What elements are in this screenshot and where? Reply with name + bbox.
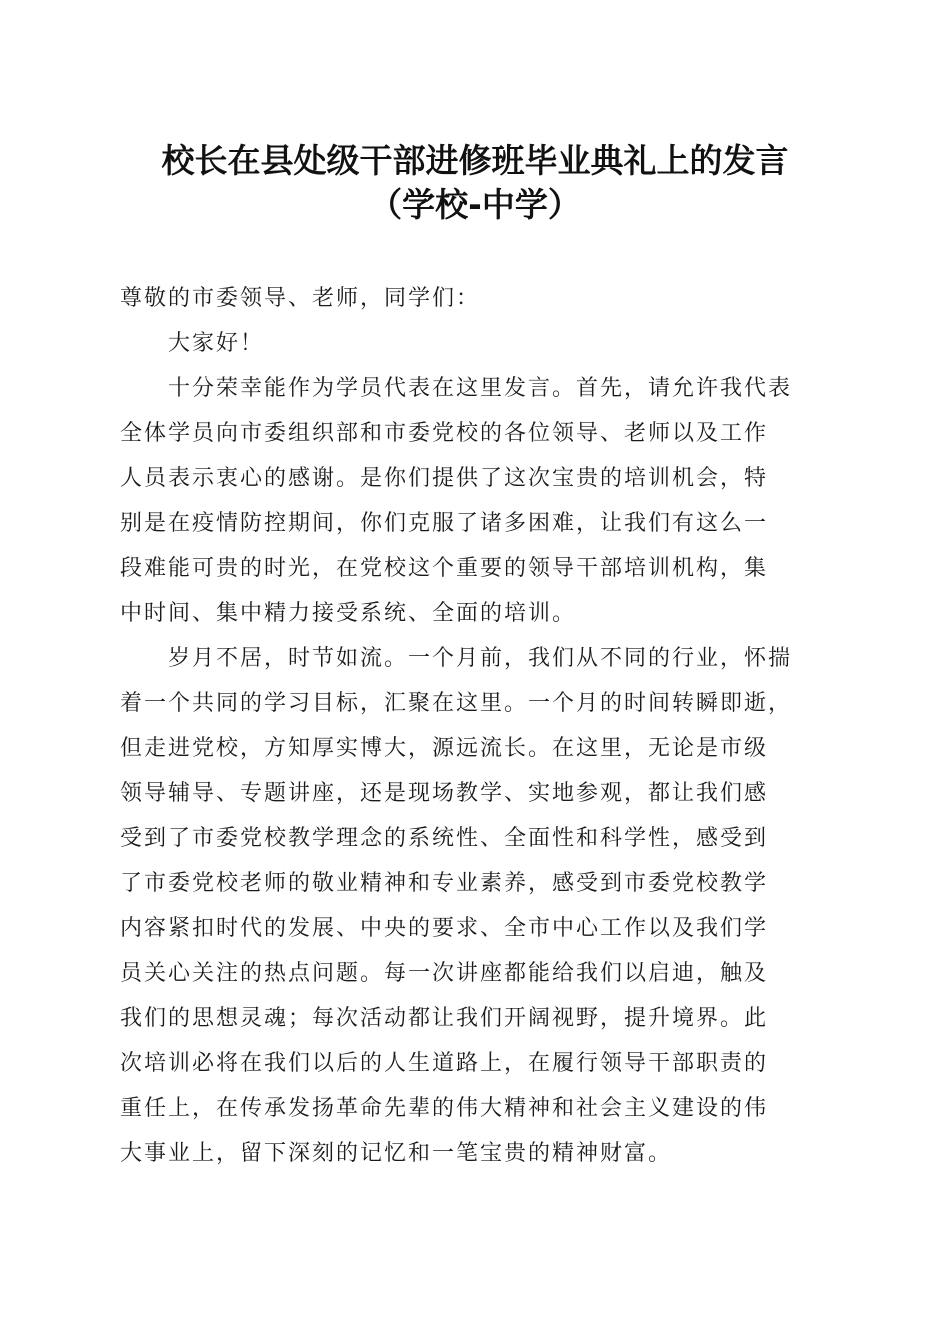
paragraph-line: 岁月不居，时节如流。一个月前，我们从不同的行业，怀揣 bbox=[168, 646, 793, 671]
paragraph-line: 中时间、集中精力接受系统、全面的培训。 bbox=[120, 601, 577, 626]
paragraph-line: 内容紧扣时代的发展、中央的要求、全市中心工作以及我们学 bbox=[120, 916, 769, 941]
salutation: 尊敬的市委领导、老师，同学们： bbox=[120, 286, 481, 311]
paragraph-line: 领导辅导、专题讲座，还是现场教学、实地参观，都让我们感 bbox=[120, 781, 769, 806]
document-body bbox=[120, 276, 840, 1176]
paragraph-line: 全体学员向市委组织部和市委党校的各位领导、老师以及工作 bbox=[120, 421, 769, 446]
document-subtitle: （学校-中学） bbox=[369, 185, 581, 224]
document-title: 校长在县处级干部进修班毕业典礼上的发言 bbox=[161, 141, 789, 180]
paragraph-line: 我们的思想灵魂；每次活动都让我们开阔视野，提升境界。此 bbox=[120, 1006, 769, 1031]
paragraph-line: 段难能可贵的时光，在党校这个重要的领导干部培训机构，集 bbox=[120, 556, 769, 581]
paragraph-line: 着一个共同的学习目标，汇聚在这里。一个月的时间转瞬即逝， bbox=[120, 691, 793, 716]
paragraph-line: 十分荣幸能作为学员代表在这里发言。首先，请允许我代表 bbox=[168, 376, 793, 401]
greeting: 大家好！ bbox=[168, 331, 265, 356]
paragraph-2 bbox=[120, 636, 840, 1176]
paragraph-line: 受到了市委党校教学理念的系统性、全面性和科学性，感受到 bbox=[120, 826, 769, 851]
paragraph-line: 员关心关注的热点问题。每一次讲座都能给我们以启迪，触及 bbox=[120, 961, 769, 986]
paragraph-line: 次培训必将在我们以后的人生道路上，在履行领导干部职责的 bbox=[120, 1051, 769, 1076]
paragraph-line: 重任上，在传承发扬革命先辈的伟大精神和社会主义建设的伟 bbox=[120, 1096, 769, 1121]
paragraph-line: 了市委党校老师的敬业精神和专业素养，感受到市委党校教学 bbox=[120, 871, 769, 896]
paragraph-line: 人员表示衷心的感谢。是你们提供了这次宝贵的培训机会，特 bbox=[120, 466, 769, 491]
paragraph-1 bbox=[120, 366, 840, 636]
paragraph-line: 别是在疫情防控期间，你们克服了诸多困难，让我们有这么一 bbox=[120, 511, 769, 536]
paragraph-line: 大事业上，留下深刻的记忆和一笔宝贵的精神财富。 bbox=[120, 1141, 673, 1166]
paragraph-line: 但走进党校，方知厚实博大，源远流长。在这里，无论是市级 bbox=[120, 736, 769, 761]
